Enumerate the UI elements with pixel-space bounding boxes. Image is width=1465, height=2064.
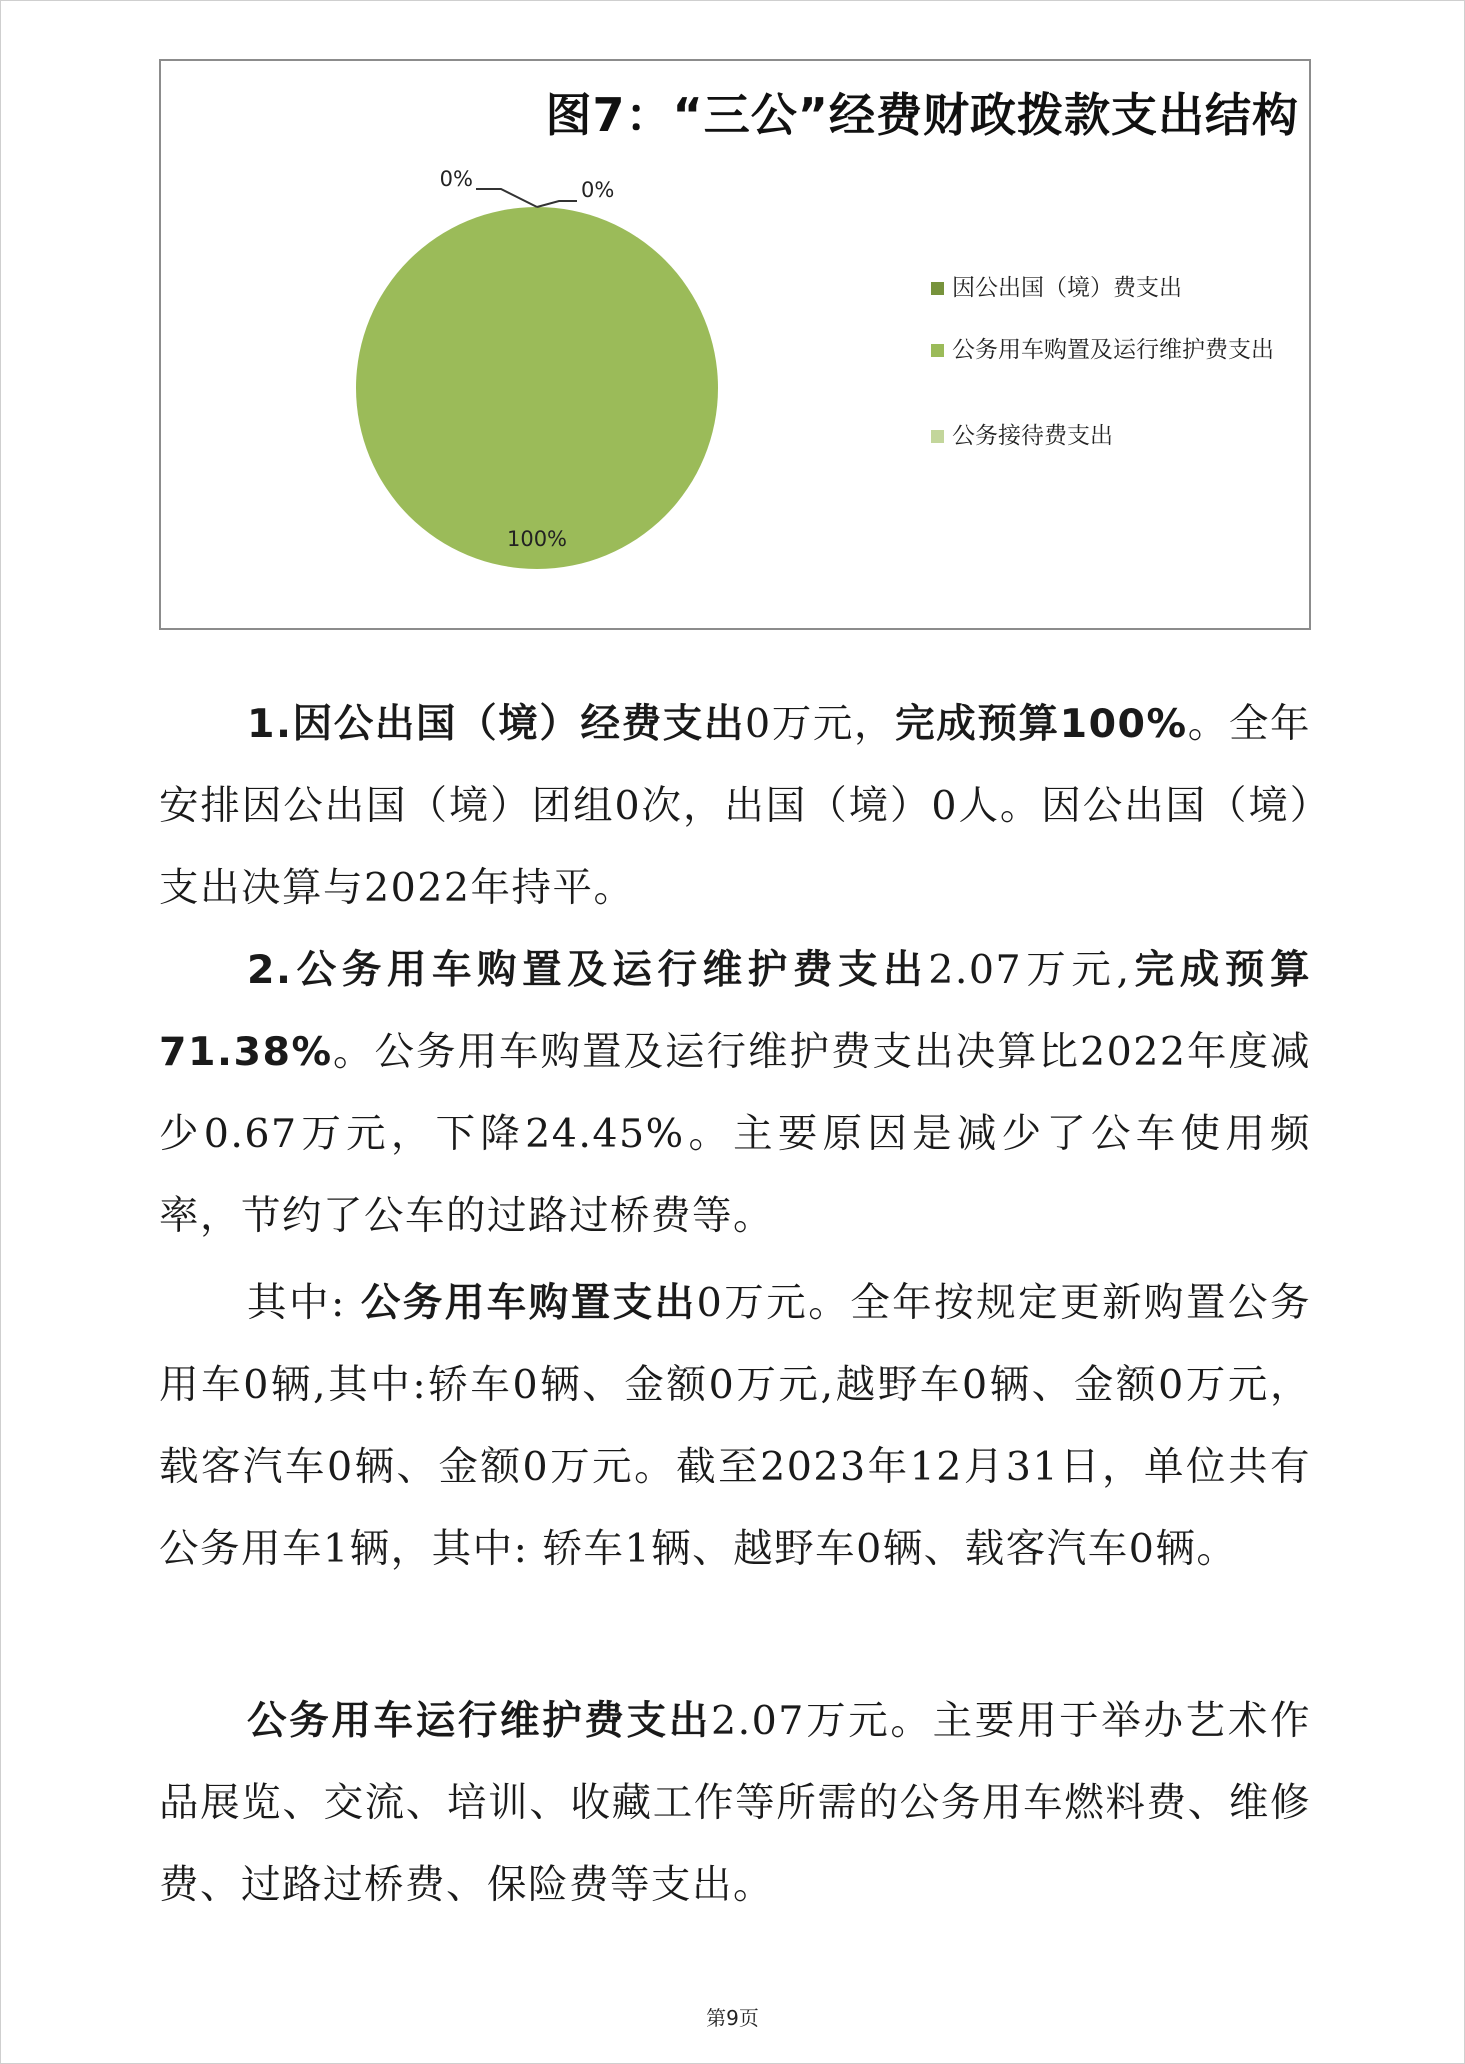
legend-label: 公务接待费支出: [952, 423, 1113, 449]
legend-swatch-2: [931, 430, 944, 443]
bold-text: 完成预算71.38%: [159, 947, 1311, 1075]
page-number: 第9页: [706, 2006, 759, 2030]
text-run: 0万元，: [744, 701, 896, 747]
legend-swatch-1: [931, 344, 944, 357]
bold-text: 2.公务用车购置及运行维护费支出: [247, 947, 929, 993]
bold-text: 1.因公出国（境）经费支出: [247, 701, 745, 747]
paragraph: [159, 1680, 1311, 1926]
paragraph: [159, 929, 1311, 1257]
label-leader-line: [476, 189, 537, 207]
legend-label: 公务用车购置及运行维护费支出: [952, 337, 1274, 363]
chart-legend: [931, 271, 1301, 459]
text-run: 0万元。全年按规定更新购置公务用车0辆,其中:轿车0辆、金额0万元,越野车0辆、金额0万元，载客汽车0辆、金额0万元。截至2023年12月31日，单位共有公务用车1辆，其中: 轿车1辆、越野车0辆、载客汽车0辆。: [159, 1280, 1311, 1572]
data-label: 0%: [439, 167, 473, 191]
label-leader-line: [537, 201, 577, 207]
bold-text: 公务用车购置支出: [360, 1280, 697, 1326]
text-run: 2.07万元。主要用于举办艺术作品展览、交流、培训、收藏工作等所需的公务用车燃料费、维修费、过路过桥费、保险费等支出。: [159, 1698, 1311, 1908]
legend-label: 因公出国（境）费支出: [952, 275, 1182, 301]
legend-swatch-0: [931, 282, 944, 295]
text-run: 。全年安排因公出国（境）团组0次，出国（境）0人。因公出国（境）支出决算与2022年持平。: [159, 701, 1311, 911]
legend-item: [931, 419, 1301, 459]
bold-text: 公务用车运行维护费支出: [247, 1698, 711, 1744]
paragraph: [159, 683, 1311, 929]
bold-text: 完成预算100%: [895, 701, 1188, 747]
text-run: 其中:: [247, 1280, 361, 1326]
legend-item: [931, 333, 1301, 419]
text-run: 2.07万元,: [928, 947, 1131, 993]
chart-title: 图7：“三公”经费财政拨款支出结构: [545, 88, 1299, 142]
data-label: 0%: [581, 178, 615, 202]
pie-chart: [159, 59, 1311, 630]
paragraph: [159, 1262, 1311, 1590]
text-run: 。公务用车购置及运行维护费支出决算比2022年度减少0.67万元，下降24.45%。主要原因是减少了公车使用频率，节约了公车的过路过桥费等。: [159, 1029, 1311, 1239]
legend-item: [931, 271, 1301, 333]
data-label: 100%: [506, 527, 568, 551]
